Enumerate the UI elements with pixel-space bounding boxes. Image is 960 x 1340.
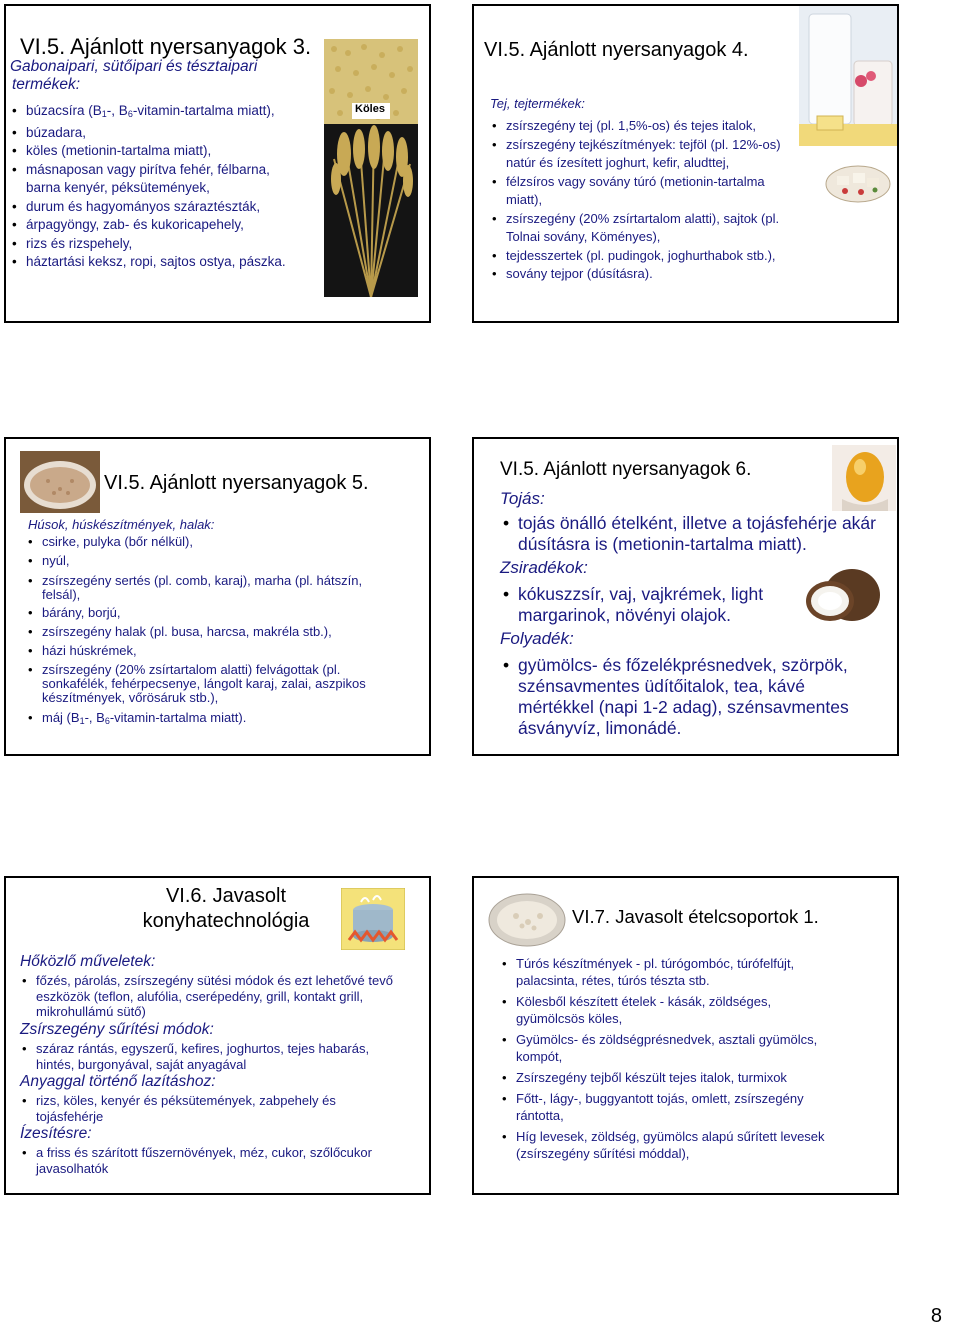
pate-illustration (20, 451, 100, 513)
list-item: • rizs és rizspehely, (10, 235, 322, 254)
slide-title: VI.5. Ajánlott nyersanyagok 6. (500, 459, 752, 480)
pate-image (20, 451, 100, 513)
text-segment: -, B (84, 710, 105, 725)
list-item: • tojás önálló ételként, illetve a tojásfehérje akár dúsításra is (metionin-tartalma miatt). (500, 513, 880, 555)
bullet-list (490, 117, 790, 284)
slide-subhead: Tej, tejtermékek: (490, 96, 585, 111)
page-number: 8 (930, 1305, 942, 1327)
list-item: • zsírszegény sertés (pl. comb, karaj), marha (pl. hátszín, felsál), (26, 574, 378, 602)
section-head: Ízesítésre: (20, 1125, 92, 1142)
list-item: • gyümölcs- és főzelékprésnedvek, szörpök, szénsavmentes üdítőitalok, tea, kávé mértékkel (napi 1-2 adag), szénsavmentes ásványvíz, limonádé. (500, 655, 884, 739)
slide-nyersanyagok-3 (4, 4, 431, 323)
slide-etelcsoportok-1 (472, 876, 899, 1195)
slide-title: VI.5. Ajánlott nyersanyagok 3. (20, 34, 312, 59)
list-item: • félzsíros vagy sovány túró (metionin-tartalma miatt), (490, 173, 790, 210)
cheese-plate-image (825, 164, 891, 204)
list-item (26, 709, 378, 730)
section-head: Anyaggal történő lazításhoz: (20, 1073, 216, 1090)
slide-nyersanyagok-4 (472, 4, 899, 323)
millet-illustration (324, 39, 418, 297)
slide-konyhatechnologia (4, 876, 431, 1195)
text-segment: búzacsíra (B (26, 103, 102, 118)
subscript: 1 (101, 109, 107, 119)
egg-illustration (832, 445, 896, 511)
slide-subhead: Gabonaipari, sütőipari és tésztaipari termékek: (10, 58, 258, 93)
slide-title: VI.5. Ajánlott nyersanyagok 4. (484, 39, 749, 61)
bullet-list (26, 533, 378, 730)
list-item: • köles (metionin-tartalma miatt), (10, 142, 322, 161)
porridge-image (486, 888, 568, 950)
list-item: • zsírszegény tej (pl. 1,5%-os) és tejes italok, (490, 117, 790, 136)
list-item: • Kölesből készített ételek - kásák, zöldséges, gyümölcsös köles, (500, 993, 840, 1027)
bullet-list (10, 102, 322, 272)
list-item: • nyúl, (26, 552, 378, 569)
section-head: Folyadék: (500, 629, 574, 648)
list-item: • árpagyöngy, zab- és kukoricapehely, (10, 216, 322, 235)
list-item (10, 102, 322, 124)
slide-title: VI.5. Ajánlott nyersanyagok 5. (104, 472, 369, 494)
bullet-list (500, 955, 840, 1162)
list-item: • házi húskrémek, (26, 642, 378, 659)
list-item: • száraz rántás, egyszerű, kefires, joghurtos, tejes habarás, hintés, burgonyával, saját anyagával (20, 1041, 410, 1072)
slide-nyersanyagok-6 (472, 437, 899, 756)
list-item: • rizs, köles, kenyér és péksütemények, zabpehely és tojásfehérje (20, 1093, 380, 1124)
bullet-list (20, 1145, 400, 1176)
slide-title: VI.6. Javasolt konyhatechnológia (142, 885, 310, 932)
list-item: • zsírszegény tejkészítmények: tejföl (pl. 12%-os) natúr és ízesített joghurt, kefir, aludttej, (490, 136, 790, 173)
list-item: • csirke, pulyka (bőr nélkül), (26, 533, 378, 550)
list-item: • másnaposan vagy pirítva fehér, félbarna, barna kenyér, péksütemények, (10, 161, 296, 198)
coconut-illustration (800, 565, 884, 627)
list-item: • kókuszzsír, vaj, vajkrémek, light margarinok, növényi olajok. (500, 584, 790, 626)
bullet-list (500, 584, 790, 626)
cheese-plate-illustration (825, 164, 891, 204)
text-segment: -, B (106, 103, 128, 118)
list-item: • Túrós készítmények - pl. túrógombóc, túrófelfújt, palacsinta, rétes, túrós tészta stb. (500, 955, 840, 989)
list-item: • Híg levesek, zöldség, gyümölcs alapú sűrített levesek (zsírszegény sűrítési móddal), (500, 1128, 840, 1162)
list-item: • a friss és szárított fűszernövények, méz, cukor, szőlőcukor javasolhatók (20, 1145, 400, 1176)
bullet-list (500, 655, 884, 739)
milk-image (799, 6, 899, 146)
bullet-list (20, 1041, 410, 1072)
section-head: Zsiradékok: (500, 558, 588, 577)
bullet-list (20, 973, 430, 1020)
text-segment: -vitamin-tartalma miatt). (109, 710, 247, 725)
list-item: • zsírszegény halak (pl. busa, harcsa, makréla stb.), (26, 623, 378, 640)
subscript: 6 (127, 109, 133, 119)
list-item: • tejdesszertek (pl. pudingok, joghurthabok stb.), (490, 247, 790, 266)
egg-image (832, 445, 896, 511)
slide-subhead: Húsok, húskészítmények, halak: (28, 517, 215, 532)
slide-title: VI.7. Javasolt ételcsoportok 1. (572, 906, 819, 927)
porridge-illustration (486, 888, 568, 950)
cooking-pot-image (341, 888, 405, 950)
list-item: • zsírszegény (20% zsírtartalom alatti) felvágottak (pl. sonkafélék, fehérpecsenye, lángolt karaj, zalai, aszpikos készítmények, vőrösáruk stb.), (26, 663, 378, 705)
image-label: Köles (355, 103, 385, 115)
section-head: Zsírszegény sűrítési módok: (20, 1021, 214, 1038)
cooking-pot-illustration (341, 888, 405, 950)
list-item: • zsírszegény (20% zsírtartalom alatti), sajtok (pl. Tolnai sovány, Köményes), (490, 210, 790, 247)
subscript: 6 (104, 716, 110, 726)
coconut-image (800, 565, 884, 627)
milk-illustration (799, 6, 899, 146)
list-item: • Zsírszegény tejből készült tejes italok, turmixok (500, 1069, 840, 1086)
section-head: Tojás: (500, 489, 545, 508)
millet-image (324, 39, 418, 297)
text-segment: máj (B (42, 710, 80, 725)
subscript: 1 (79, 716, 85, 726)
list-item: • sovány tejpor (dúsításra). (490, 265, 790, 284)
list-item: • Főtt-, lágy-, buggyantott tojás, omlett, zsírszegény rántotta, (500, 1090, 840, 1124)
list-item: • háztartási keksz, ropi, sajtos ostya, pászka. (10, 253, 322, 272)
list-item: • búzadara, (10, 124, 322, 143)
text-segment: -vitamin-tartalma miatt), (132, 103, 275, 118)
section-head: Hőközlő műveletek: (20, 953, 156, 970)
list-item: • durum és hagyományos száraztészták, (10, 198, 322, 217)
list-item: • bárány, borjú, (26, 604, 378, 621)
slide-nyersanyagok-5 (4, 437, 431, 756)
list-item: • főzés, párolás, zsírszegény sütési módok és ezt lehetővé tevő eszközök (teflon, alufólia, cserépedény, grill, kontakt grill, mikrohullámú sütő) (20, 973, 430, 1020)
list-item: • Gyümölcs- és zöldségprésnedvek, asztali gyümölcs, kompót, (500, 1031, 840, 1065)
bullet-list (20, 1093, 380, 1124)
bullet-list (500, 513, 880, 555)
